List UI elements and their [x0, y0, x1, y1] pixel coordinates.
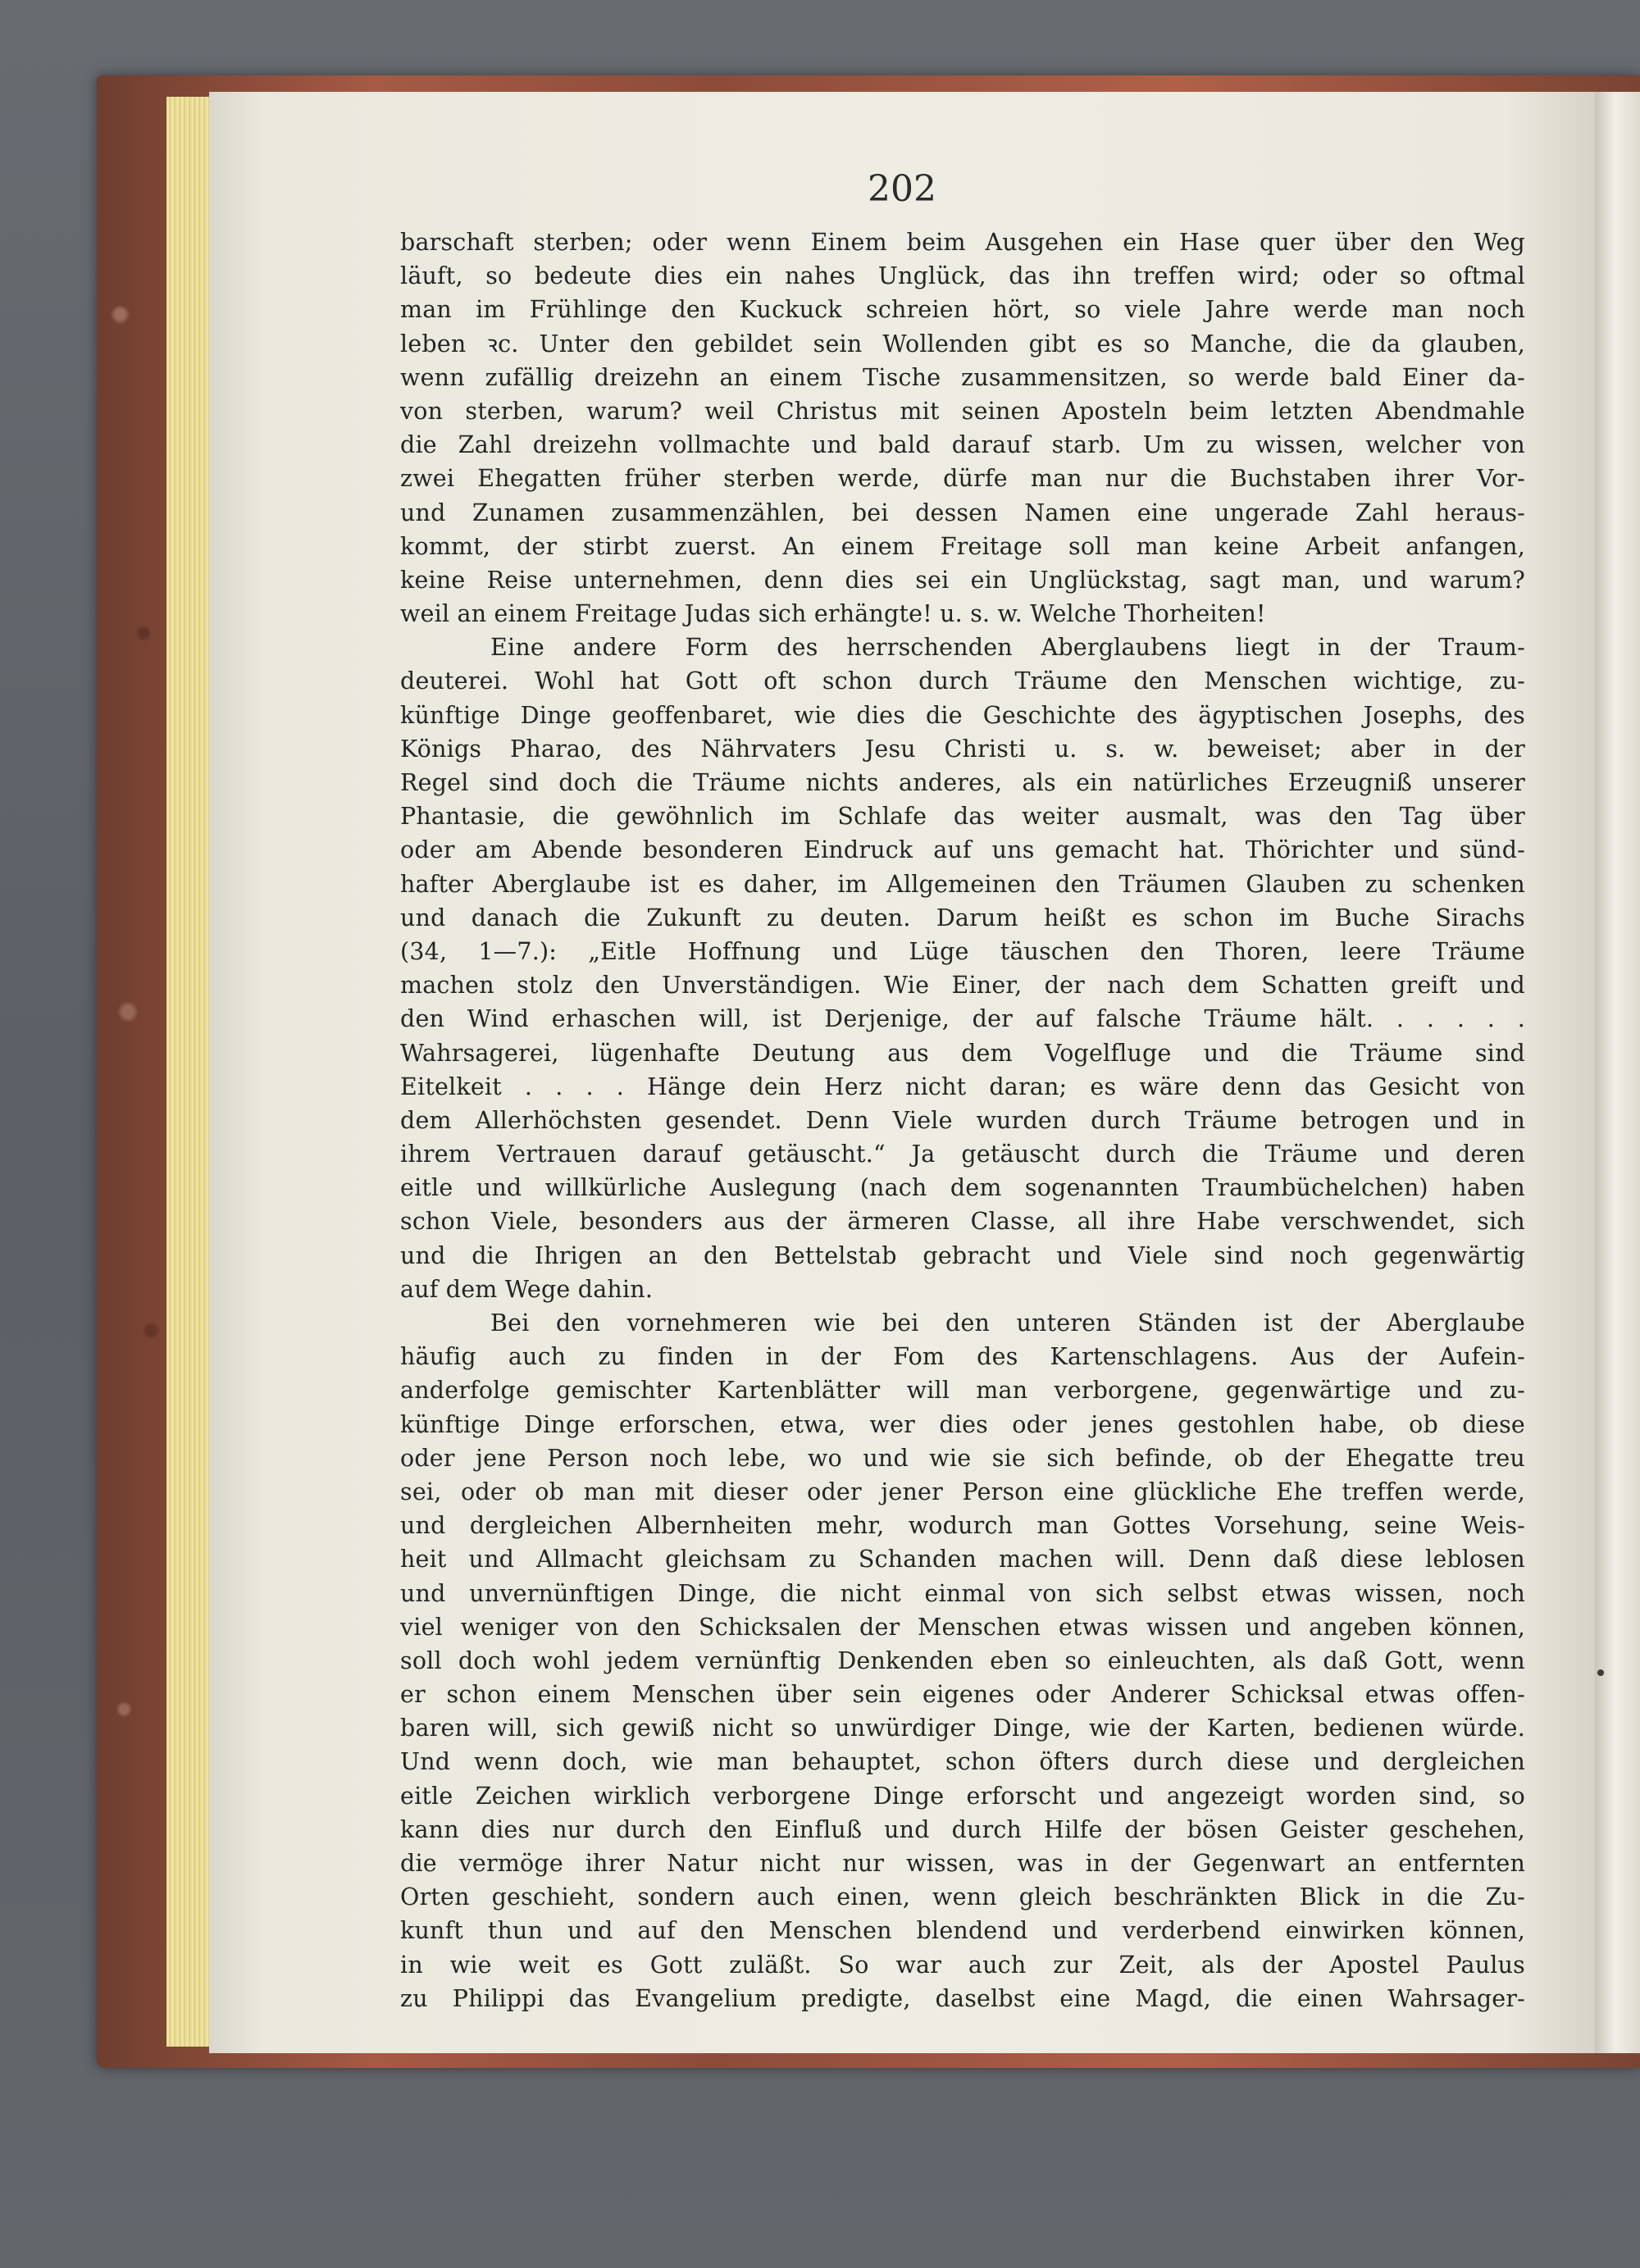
text-line: und dergleichen Albernheiten mehr, wodurch man Gottes Vorsehung, seine Weis- [400, 1512, 1525, 1540]
text-line: oder am Abende besonderen Eindruck auf uns gemacht hat. Thörichter und sünd- [400, 836, 1525, 864]
text-line: Bei den vornehmeren wie bei den unteren Ständen ist der Aberglaube [490, 1309, 1525, 1337]
text-line: sei, oder ob man mit dieser oder jener Person eine glückliche Ehe treffen werde, [400, 1478, 1525, 1505]
binding-mark [1597, 1669, 1604, 1676]
text-line: und die Ihrigen an den Bettelstab gebracht und Viele sind noch gegenwärtig [400, 1241, 1525, 1269]
text-line: weil an einem Freitage Judas sich erhängte! u. s. w. Welche Thorheiten! [400, 600, 1266, 628]
text-line: keine Reise unternehmen, denn dies sei ein Unglückstag, sagt man, und warum? [400, 566, 1525, 594]
page-text [400, 225, 1525, 2046]
text-line: soll doch wohl jedem vernünftig Denkenden eben so einleuchten, als daß Gott, wenn [400, 1646, 1525, 1674]
text-line: hafter Aberglaube ist es daher, im Allgemeinen den Träumen Glauben zu schenken [400, 870, 1525, 898]
text-line: künftige Dinge geoffenbaret, wie dies die Geschichte des ägyptischen Josephs, des [400, 701, 1525, 729]
text-line: man im Frühlinge den Kuckuck schreien hört, so viele Jahre werde man noch [400, 296, 1525, 324]
text-line: läuft, so bedeute dies ein nahes Unglück, das ihn treffen wird; oder so oftmal [400, 262, 1525, 290]
text-line: er schon einem Menschen über sein eigenes oder Anderer Schicksal etwas offen- [400, 1681, 1525, 1709]
text-line: von sterben, warum? weil Christus mit seinen Aposteln beim letzten Abendmahle [400, 397, 1525, 425]
text-line: Königs Pharao, des Nährvaters Jesu Christi u. s. w. beweiset; aber in der [400, 735, 1525, 763]
text-line: den Wind erhaschen will, ist Derjenige, der auf falsche Träume hält. . . . . . [400, 1005, 1525, 1033]
text-line: oder jene Person noch lebe, wo und wie sie sich befinde, ob der Ehegatte treu [400, 1444, 1525, 1472]
text-line: wenn zufällig dreizehn an einem Tische zusammensitzen, so werde bald Einer da- [400, 363, 1525, 391]
text-line: zwei Ehegatten früher sterben werde, dürfe man nur die Buchstaben ihrer Vor- [400, 465, 1525, 493]
text-line: kann dies nur durch den Einfluß und durch Hilfe der bösen Geister geschehen, [400, 1815, 1525, 1843]
text-line: häufig auch zu finden in der Fom des Kartenschlagens. Aus der Aufein- [400, 1343, 1525, 1371]
text-line: und Zunamen zusammenzählen, bei dessen Namen eine ungerade Zahl heraus- [400, 499, 1525, 526]
text-line: barschaft sterben; oder wenn Einem beim Ausgehen ein Hase quer über den Weg [400, 229, 1525, 256]
text-line: Phantasie, die gewöhnlich im Schlafe das weiter ausmalt, was den Tag über [400, 803, 1525, 831]
text-line: heit und Allmacht gleichsam zu Schanden machen will. Denn daß diese leblosen [400, 1546, 1525, 1573]
page-edges [166, 97, 209, 2047]
text-line: eitle und willkürliche Auslegung (nach dem sogenannten Traumbüchelchen) haben [400, 1174, 1525, 1202]
text-line: Eine andere Form des herrschenden Aberglaubens liegt in der Traum- [490, 634, 1525, 662]
text-line: leben ꝛc. Unter den gebildet sein Wollenden gibt es so Manche, die da glauben, [400, 330, 1525, 358]
text-line: und danach die Zukunft zu deuten. Darum heißt es schon im Buche Sirachs [400, 904, 1525, 931]
text-line: Orten geschieht, sondern auch einen, wenn gleich beschränkten Blick in die Zu- [400, 1883, 1525, 1911]
text-line: viel weniger von den Schicksalen der Menschen etwas wissen und angeben können, [400, 1613, 1525, 1641]
text-line: künftige Dinge erforschen, etwa, wer dies oder jenes gestohlen habe, ob diese [400, 1410, 1525, 1438]
text-line: Und wenn doch, wie man behauptet, schon öfters durch diese und dergleichen [400, 1748, 1525, 1776]
text-line: in wie weit es Gott zuläßt. So war auch zur Zeit, als der Apostel Paulus [400, 1951, 1525, 1979]
text-line: kommt, der stirbt zuerst. An einem Freitage soll man keine Arbeit anfangen, [400, 532, 1525, 560]
text-line: eitle Zeichen wirklich verborgene Dinge erforscht und angezeigt worden sind, so [400, 1782, 1525, 1810]
text-line: Eitelkeit . . . . Hänge dein Herz nicht daran; es wäre denn das Gesicht von [400, 1073, 1525, 1100]
text-line: und unvernünftigen Dinge, die nicht einmal von sich selbst etwas wissen, noch [400, 1579, 1525, 1607]
text-line: deuterei. Wohl hat Gott oft schon durch Träume den Menschen wichtige, zu- [400, 667, 1525, 695]
text-line: ihrem Vertrauen darauf getäuscht.“ Ja getäuscht durch die Träume und deren [400, 1141, 1525, 1168]
page-number: 202 [868, 168, 936, 210]
text-line: auf dem Wege dahin. [400, 1275, 654, 1303]
text-line: (34, 1—7.): „Eitle Hoffnung und Lüge täuschen den Thoren, leere Träume [400, 937, 1525, 965]
page-gutter [1595, 92, 1640, 2053]
text-line: die vermöge ihrer Natur nicht nur wissen, was in der Gegenwart an entfernten [400, 1850, 1525, 1877]
text-line: kunft thun und auf den Menschen blendend und verderbend einwirken können, [400, 1917, 1525, 1945]
text-line: zu Philippi das Evangelium predigte, daselbst eine Magd, die einen Wahrsager- [400, 1984, 1525, 2012]
cover-marbling [97, 75, 175, 2068]
text-line: dem Allerhöchsten gesendet. Denn Viele wurden durch Träume betrogen und in [400, 1106, 1525, 1134]
text-line: anderfolge gemischter Kartenblätter will man verborgene, gegenwärtige und zu- [400, 1377, 1525, 1405]
text-line: Regel sind doch die Träume nichts anderes, als ein natürliches Erzeugniß unserer [400, 769, 1525, 796]
text-line: machen stolz den Unverständigen. Wie Einer, der nach dem Schatten greift und [400, 972, 1525, 1000]
text-line: schon Viele, besonders aus der ärmeren Classe, all ihre Habe verschwendet, sich [400, 1208, 1525, 1236]
text-line: Wahrsagerei, lügenhafte Deutung aus dem Vogelfluge und die Träume sind [400, 1039, 1525, 1067]
text-line: baren will, sich gewiß nicht so unwürdiger Dinge, wie der Karten, bedienen würde. [400, 1715, 1525, 1742]
text-line: die Zahl dreizehn vollmachte und bald darauf starb. Um zu wissen, welcher von [400, 431, 1525, 459]
